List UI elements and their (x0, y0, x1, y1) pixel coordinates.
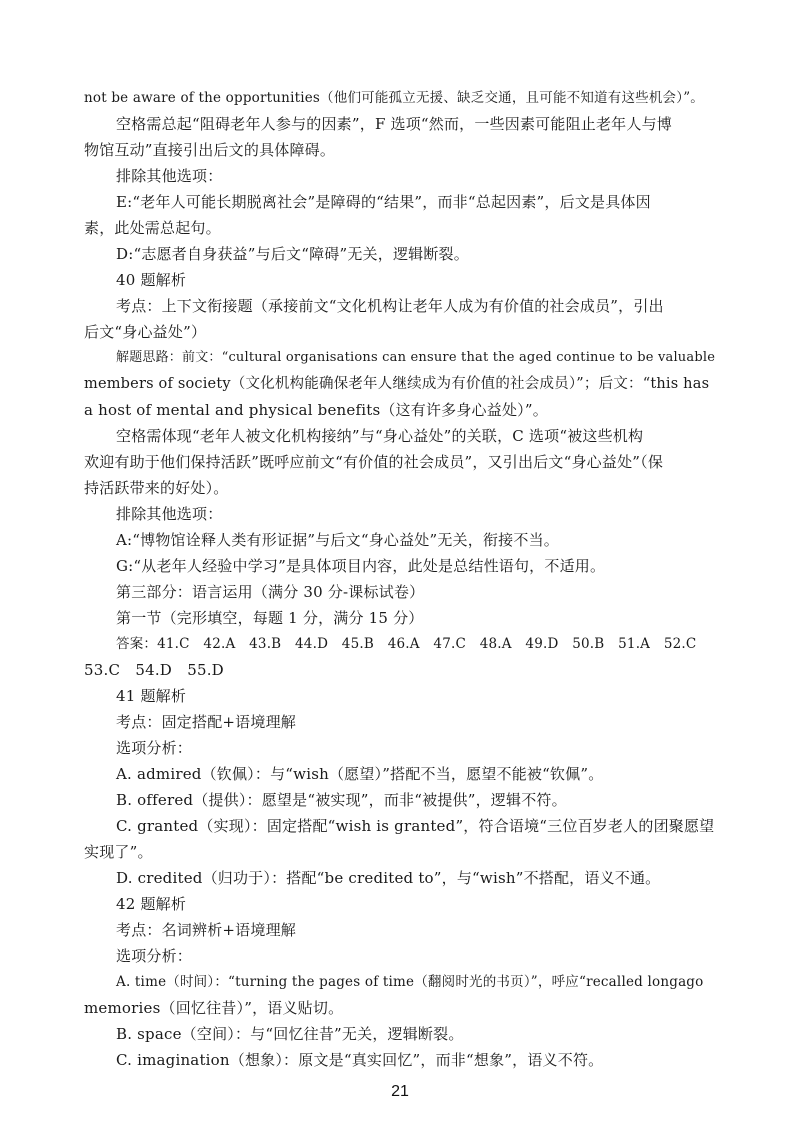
text-line: 空格需总起“阻碍老年人参与的因素”，F 选项“然而，一些因素可能阻止老年人与博 (116, 115, 672, 133)
section-heading: 40 题解析 (116, 271, 187, 289)
page-number: 21 (391, 1083, 409, 1100)
text-line: D. credited（归功于）：搭配“be credited to”，与“wish”不搭配，语义不通。 (116, 869, 661, 887)
text-line: A. admired（钦佩）：与“wish（愿望）”搭配不当，愿望不能被“钦佩”。 (116, 765, 604, 783)
text-line: 持活跃带来的好处）。 (84, 479, 229, 497)
text-line: 后文“身心益处”） (84, 323, 207, 341)
text-line: 素，此处需总起句。 (84, 219, 221, 237)
text-line: a host of mental and physical benefits（这有许多身心益处）”。 (84, 401, 548, 419)
text-line: 排除其他选项： (116, 505, 223, 523)
text-line: C. imagination（想象）：原文是“真实回忆”，而非“想象”，语义不符。 (116, 1051, 604, 1069)
text-line: 空格需体现“老年人被文化机构接纳”与“身心益处”的关联，C 选项“被这些机构 (116, 427, 644, 445)
section-heading: 42 题解析 (116, 895, 187, 913)
text-line: 实现了”。 (84, 843, 153, 861)
text-line: B. offered（提供）：愿望是“被实现”，而非“被提供”，逻辑不符。 (116, 791, 567, 809)
section-heading: 41 题解析 (116, 687, 187, 705)
text-line: G:“从老年人经验中学习”是具体项目内容，此处是总结性语句，不适用。 (116, 557, 606, 575)
answer-key: 答案：41.C 42.A 43.B 44.D 45.B 46.A 47.C 48.A 49.D 50.B 51.A 52.C (116, 636, 697, 652)
text-line: D:“志愿者自身获益”与后文“障碍”无关，逻辑断裂。 (116, 245, 469, 263)
text-line: 考点：名词辨析+语境理解 (116, 921, 296, 939)
text-line: 排除其他选项： (116, 167, 223, 185)
text-line: A:“博物馆诠释人类有形证据”与后文“身心益处”无关，衔接不当。 (116, 531, 559, 549)
answer-key: 53.C 54.D 55.D (84, 661, 224, 679)
text-line: members of society（文化机构能确保老年人继续成为有价值的社会成员）”；后文：“this has (84, 376, 710, 392)
text-line: 选项分析： (116, 739, 193, 757)
text-line: E:“老年人可能长期脱离社会”是障碍的“结果”，而非“总起因素”，后文是具体因 (116, 193, 651, 211)
text-line: A. time（时间）：“turning the pages of time（翻阅时光的书页）”，呼应“recalled longago (116, 974, 704, 990)
text-line: 物馆互动”直接引出后文的具体障碍。 (84, 141, 336, 159)
text-line: C. granted（实现）：固定搭配“wish is granted”，符合语境“三位百岁老人的团聚愿望 (116, 817, 715, 835)
text-line: B. space（空间）：与“回忆往昔”无关，逻辑断裂。 (116, 1025, 464, 1043)
text-line: 考点：上下文衔接题（承接前文“文化机构让老年人成为有价值的社会成员”，引出 (116, 297, 664, 315)
text-line: memories（回忆往昔）”，语义贴切。 (84, 999, 344, 1017)
text-line: 考点：固定搭配+语境理解 (116, 713, 296, 731)
text-line: 选项分析： (116, 947, 193, 965)
text-line: 解题思路：前文：“cultural organisations can ensure that the aged continue to be valuable (116, 350, 716, 365)
section-heading: 第三部分：语言运用（满分 30 分-课标试卷） (116, 583, 425, 601)
text-line: not be aware of the opportunities（他们可能孤立无援、缺乏交通，且可能不知道有这些机会）”。 (84, 90, 704, 106)
text-line: 欢迎有助于他们保持活跃”既呼应前文“有价值的社会成员”，又引出后文“身心益处”（保 (84, 453, 664, 471)
section-heading: 第一节（完形填空，每题 1 分，满分 15 分） (116, 609, 424, 627)
